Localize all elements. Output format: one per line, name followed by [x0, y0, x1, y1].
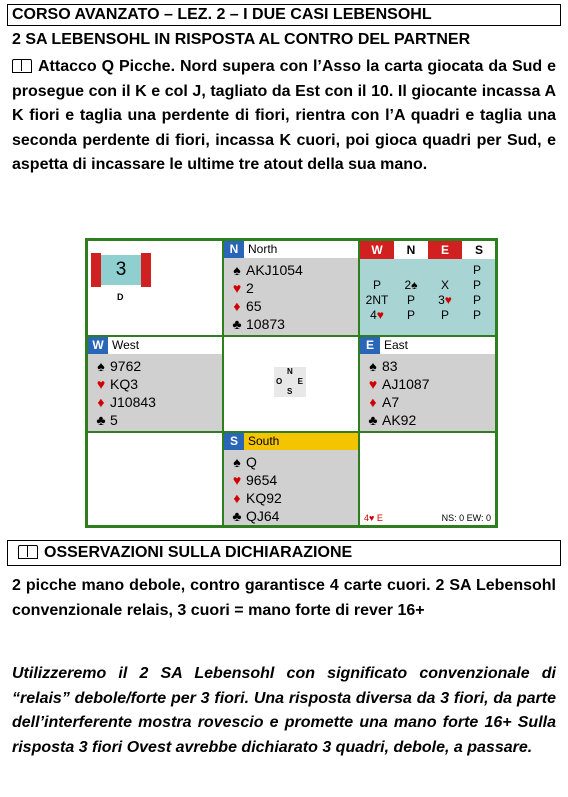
- heart-icon: ♥: [96, 376, 106, 392]
- south-seat-badge: S: [224, 433, 244, 450]
- bid-cell: P: [406, 308, 415, 322]
- bidding-box: [360, 241, 495, 335]
- score-label: NS: 0 EW: 0: [441, 513, 491, 523]
- bid-row: [360, 278, 495, 292]
- section-paragraph: 2 picche mano debole, contro garantisce 4 carte cuori. 2 SA Lebensohl convenzionale relais, 3 cuori = mano forte di rever 16+: [12, 577, 556, 619]
- club-icon: ♣: [232, 316, 242, 332]
- bridge-diagram: [85, 238, 498, 528]
- bid-cell: P: [406, 293, 415, 307]
- section-subtitle: 2 SA LEBENSOHL IN RISPOSTA AL CONTRO DEL PARTNER: [12, 31, 471, 48]
- spade-icon: ♠: [233, 454, 241, 470]
- bid-cell: P: [472, 308, 481, 322]
- compass-icon: N O E S: [274, 367, 306, 397]
- bid-head-s: S: [474, 243, 483, 257]
- empty-cell: [88, 433, 222, 525]
- book-icon: [18, 545, 38, 559]
- spade-icon: ♠: [97, 358, 105, 374]
- book-icon: [12, 59, 32, 73]
- contract-label: 4♥ E: [364, 513, 383, 523]
- heart-icon: ♥: [232, 472, 242, 488]
- diamond-icon: ♦: [97, 394, 105, 410]
- board-number-badge: [91, 255, 151, 285]
- result-cell: [360, 433, 495, 525]
- bid-cell: 3♥: [438, 293, 452, 307]
- north-seat-badge: N: [224, 241, 244, 258]
- west-clubs: 5: [110, 412, 118, 428]
- dealer-label: D: [117, 292, 124, 302]
- section-header: [7, 540, 561, 566]
- east-diamonds: A7: [382, 394, 400, 410]
- italic-paragraph: Utilizzeremo il 2 SA Lebensohl con significato convenzionale di “relais” debole/forte per 3 fiori. Una risposta diversa da 3 fiori, da parte dell’interferente mostra rovescio e promette una mano forte 16+ Sulla risposta 3 fiori Ovest avrebbe dichiarato 3 quadri, debole, a passare.: [12, 665, 556, 756]
- intro-paragraph: [12, 55, 556, 178]
- north-hearts: 2: [246, 280, 254, 296]
- bid-cell: P: [472, 293, 481, 307]
- south-spades: Q: [246, 454, 257, 470]
- table-center: [224, 337, 358, 431]
- north-hand: [224, 241, 358, 335]
- bid-cell: X: [440, 278, 449, 292]
- board-info: [88, 241, 222, 335]
- heart-icon: ♥: [368, 376, 378, 392]
- bid-cell: P: [472, 263, 481, 277]
- bid-head-n: N: [406, 243, 416, 257]
- bid-head-e: E: [428, 241, 462, 259]
- section-title: OSSERVAZIONI SULLA DICHIARAZIONE: [44, 544, 353, 561]
- west-name: West: [112, 338, 140, 352]
- bid-cell: 2NT: [365, 293, 389, 307]
- north-name: North: [248, 242, 278, 256]
- south-clubs: QJ64: [246, 508, 280, 524]
- east-name: East: [384, 338, 409, 352]
- east-spades: 83: [382, 358, 398, 374]
- page-header: [7, 4, 561, 26]
- heart-icon: ♥: [232, 280, 242, 296]
- south-name: South: [248, 434, 280, 448]
- club-icon: ♣: [232, 508, 242, 524]
- west-hand: [88, 337, 222, 431]
- board-number: 3: [115, 259, 127, 280]
- bid-row: [360, 293, 495, 307]
- north-spades: AKJ1054: [246, 262, 303, 278]
- south-hearts: 9654: [246, 472, 278, 488]
- spade-icon: ♠: [369, 358, 377, 374]
- north-diamonds: 65: [246, 298, 262, 314]
- bid-head-w: W: [360, 241, 394, 259]
- bid-cell: 4♥: [370, 308, 384, 322]
- club-icon: ♣: [96, 412, 106, 428]
- spade-icon: ♠: [233, 262, 241, 278]
- west-seat-badge: W: [88, 337, 108, 354]
- bid-row: [360, 263, 495, 277]
- south-hand: [224, 433, 358, 525]
- page-title: CORSO AVANZATO – LEZ. 2 – I DUE CASI LEBENSOHL: [12, 6, 432, 23]
- diamond-icon: ♦: [233, 298, 241, 314]
- diamond-icon: ♦: [233, 490, 241, 506]
- bid-cell: 2♠: [404, 278, 418, 292]
- east-hearts: AJ1087: [382, 376, 430, 392]
- bid-cell: P: [472, 278, 481, 292]
- east-clubs: AK92: [382, 412, 417, 428]
- bid-cell: P: [440, 308, 449, 322]
- bid-cell: P: [372, 278, 381, 292]
- west-spades: 9762: [110, 358, 142, 374]
- west-hearts: KQ3: [110, 376, 139, 392]
- west-diamonds: J10843: [110, 394, 156, 410]
- intro-text: Attacco Q Picche. Nord supera con l’Asso la carta giocata da Sud e prosegue con il K e col J, tagliato da Est con il 10. Il giocante incassa A K fiori e taglia una perdente di fiori, rientra con l’A quadri e taglia una seconda perdente di fiori, incassa K cuori, poi gioca quadri per Sud, e aspetta di incassare le ultime tre atout della sua mano.: [12, 58, 556, 173]
- south-diamonds: KQ92: [246, 490, 282, 506]
- east-seat-badge: E: [360, 337, 380, 354]
- club-icon: ♣: [368, 412, 378, 428]
- east-hand: [360, 337, 495, 431]
- bid-row: [360, 308, 495, 322]
- diamond-icon: ♦: [369, 394, 377, 410]
- north-clubs: 10873: [246, 316, 285, 332]
